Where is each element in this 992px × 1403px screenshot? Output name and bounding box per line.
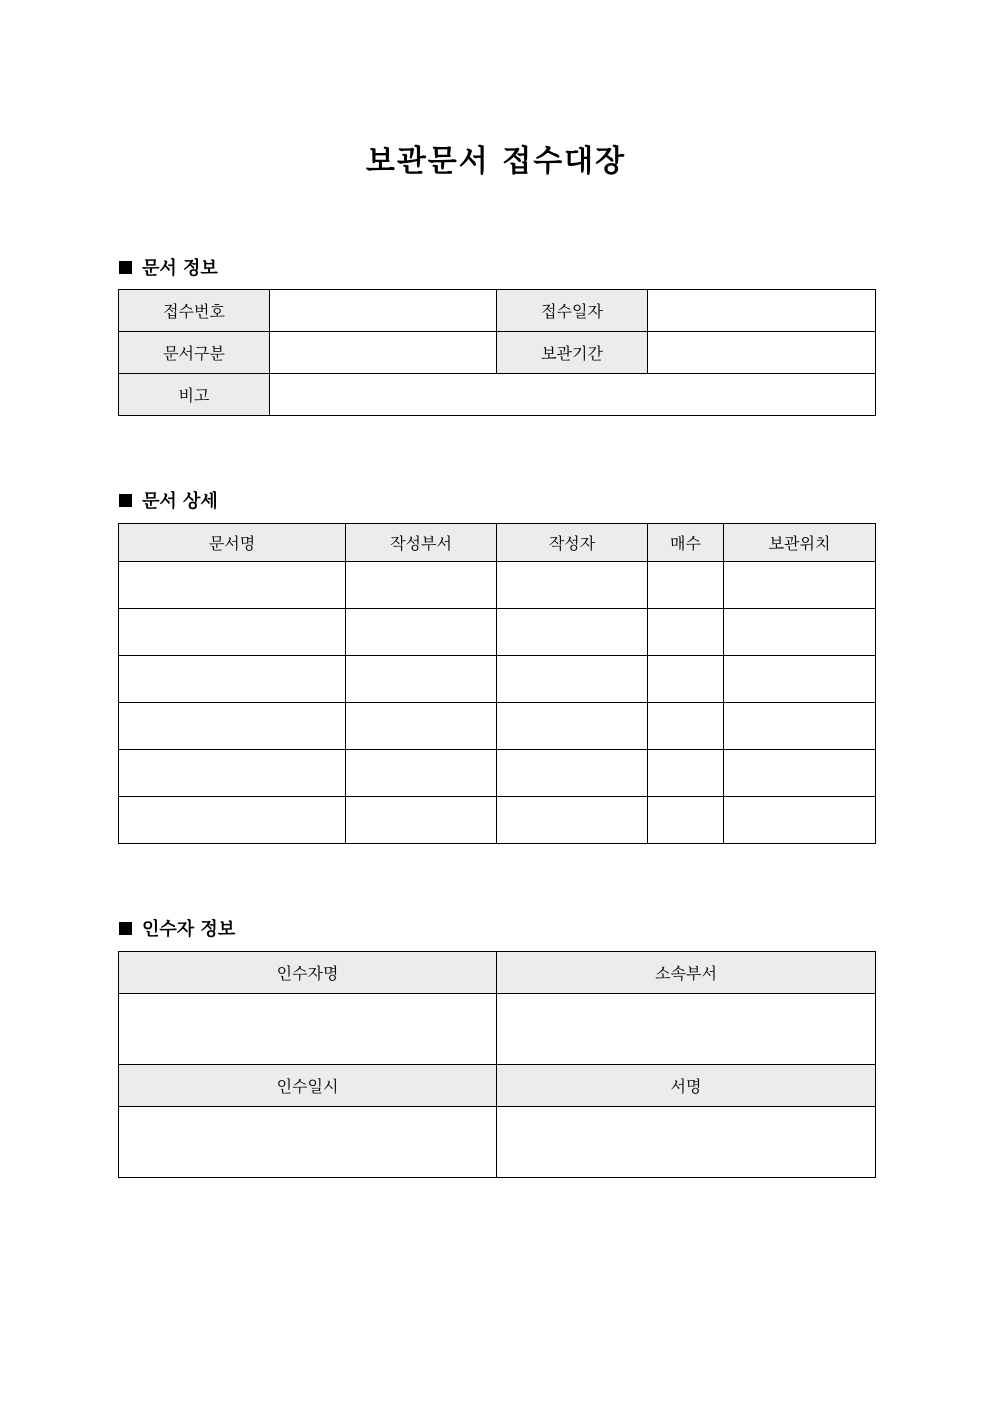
table-row bbox=[119, 750, 876, 797]
doc-type-label: 문서구분 bbox=[119, 332, 270, 374]
table-row bbox=[119, 609, 876, 656]
cell-page-count[interactable] bbox=[648, 609, 724, 656]
receiver-info-table bbox=[118, 951, 876, 1178]
column-header-location: 보관위치 bbox=[724, 524, 876, 562]
cell-author[interactable] bbox=[497, 609, 648, 656]
cell-author-dept[interactable] bbox=[346, 562, 497, 609]
section-heading-doc-info bbox=[119, 254, 218, 280]
cell-doc-name[interactable] bbox=[119, 562, 346, 609]
page-title: 보관문서 접수대장 bbox=[365, 144, 627, 179]
table-row bbox=[119, 374, 876, 416]
receiver-name-field[interactable] bbox=[119, 994, 497, 1065]
remarks-label: 비고 bbox=[119, 374, 270, 416]
cell-author[interactable] bbox=[497, 562, 648, 609]
retention-label: 보관기간 bbox=[497, 332, 648, 374]
cell-location[interactable] bbox=[724, 656, 876, 703]
cell-author-dept[interactable] bbox=[346, 656, 497, 703]
cell-author[interactable] bbox=[497, 797, 648, 844]
table-row bbox=[119, 332, 876, 374]
square-bullet-icon bbox=[119, 261, 132, 274]
column-header-author-dept: 작성부서 bbox=[346, 524, 497, 562]
cell-author-dept[interactable] bbox=[346, 703, 497, 750]
receipt-date-field[interactable] bbox=[648, 290, 876, 332]
receipt-date-label: 접수일자 bbox=[497, 290, 648, 332]
cell-author-dept[interactable] bbox=[346, 797, 497, 844]
remarks-field[interactable] bbox=[270, 374, 876, 416]
column-header-author: 작성자 bbox=[497, 524, 648, 562]
cell-page-count[interactable] bbox=[648, 703, 724, 750]
cell-doc-name[interactable] bbox=[119, 797, 346, 844]
doc-type-field[interactable] bbox=[270, 332, 497, 374]
table-row bbox=[119, 994, 876, 1065]
cell-doc-name[interactable] bbox=[119, 609, 346, 656]
section-heading-label: 인수자 정보 bbox=[142, 919, 236, 940]
table-header-row bbox=[119, 952, 876, 994]
cell-page-count[interactable] bbox=[648, 656, 724, 703]
doc-detail-table bbox=[118, 523, 876, 844]
receiver-name-label: 인수자명 bbox=[119, 952, 497, 994]
cell-author[interactable] bbox=[497, 656, 648, 703]
cell-doc-name[interactable] bbox=[119, 656, 346, 703]
receiver-dept-field[interactable] bbox=[497, 994, 876, 1065]
table-header-row bbox=[119, 524, 876, 562]
receipt-no-field[interactable] bbox=[270, 290, 497, 332]
cell-doc-name[interactable] bbox=[119, 703, 346, 750]
column-header-page-count: 매수 bbox=[648, 524, 724, 562]
cell-author[interactable] bbox=[497, 703, 648, 750]
section-heading-receiver-info bbox=[119, 915, 235, 941]
cell-location[interactable] bbox=[724, 750, 876, 797]
table-row bbox=[119, 1107, 876, 1178]
table-header-row bbox=[119, 1065, 876, 1107]
signature-field[interactable] bbox=[497, 1107, 876, 1178]
cell-author[interactable] bbox=[497, 750, 648, 797]
signature-label: 서명 bbox=[497, 1065, 876, 1107]
table-row bbox=[119, 290, 876, 332]
receiver-dept-label: 소속부서 bbox=[497, 952, 876, 994]
cell-doc-name[interactable] bbox=[119, 750, 346, 797]
receipt-no-label: 접수번호 bbox=[119, 290, 270, 332]
cell-location[interactable] bbox=[724, 703, 876, 750]
receipt-datetime-label: 인수일시 bbox=[119, 1065, 497, 1107]
cell-author-dept[interactable] bbox=[346, 750, 497, 797]
column-header-doc-name: 문서명 bbox=[119, 524, 346, 562]
table-row bbox=[119, 656, 876, 703]
cell-location[interactable] bbox=[724, 609, 876, 656]
table-row bbox=[119, 562, 876, 609]
cell-page-count[interactable] bbox=[648, 750, 724, 797]
square-bullet-icon bbox=[119, 494, 132, 507]
table-row bbox=[119, 797, 876, 844]
retention-field[interactable] bbox=[648, 332, 876, 374]
cell-page-count[interactable] bbox=[648, 797, 724, 844]
cell-location[interactable] bbox=[724, 562, 876, 609]
section-heading-label: 문서 정보 bbox=[142, 258, 218, 279]
receipt-datetime-field[interactable] bbox=[119, 1107, 497, 1178]
cell-location[interactable] bbox=[724, 797, 876, 844]
doc-info-table bbox=[118, 289, 876, 416]
section-heading-doc-detail bbox=[119, 487, 218, 513]
section-heading-label: 문서 상세 bbox=[142, 491, 218, 512]
cell-page-count[interactable] bbox=[648, 562, 724, 609]
cell-author-dept[interactable] bbox=[346, 609, 497, 656]
table-row bbox=[119, 703, 876, 750]
square-bullet-icon bbox=[119, 922, 132, 935]
